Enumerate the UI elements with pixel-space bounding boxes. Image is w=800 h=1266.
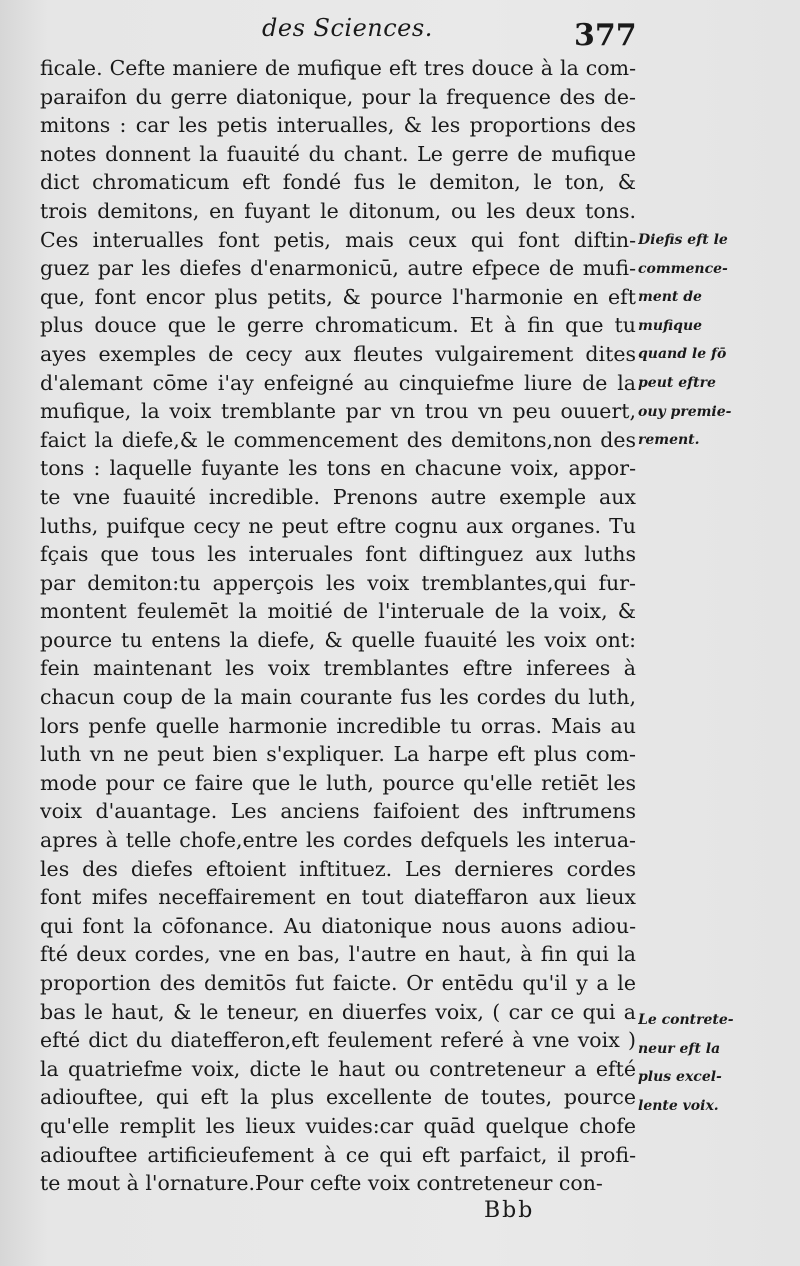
- text-line: luths, puifque cecy ne peut eftre cognu aux organes. Tu: [40, 513, 636, 538]
- text-line: faict la diefe,& le commencement des demitons,non des: [40, 427, 636, 452]
- margin-note-line: plus excel-: [638, 1069, 722, 1086]
- text-line: trois demitons, en fuyant le ditonum, ou les deux tons.: [40, 198, 636, 223]
- text-line: te vne fuauité incredible. Prenons autre exemple aux: [40, 484, 636, 509]
- text-line: ficale. Cefte maniere de mufique eft tres douce à la com-: [40, 56, 636, 80]
- margin-note-line: ment de: [638, 289, 702, 306]
- margin-note-line: peut eftre: [638, 374, 716, 391]
- margin-note-line: ouy premie-: [638, 403, 732, 420]
- text-line: efté dict du diatefferon,eft feulement referé à vne voix ): [40, 1028, 636, 1053]
- text-line: te mout à l'ornature.Pour cefte voix contreteneur con-: [40, 1171, 603, 1196]
- margin-note: [638, 1006, 788, 1120]
- body-text: [40, 54, 636, 1198]
- running-head: des Sciences.: [262, 14, 433, 42]
- text-line: pource tu entens la diefe, & quelle fuauité les voix ont:: [40, 627, 636, 652]
- text-line: les des diefes eftoient inftituez. Les dernieres cordes: [40, 856, 636, 881]
- text-line: voix d'auantage. Les anciens faifoient des inftrumens: [40, 799, 636, 824]
- text-line: font mifes neceffairement en tout diateffaron aux lieux: [40, 885, 636, 910]
- margin-note-line: lente voix.: [638, 1097, 719, 1114]
- text-line: qu'elle remplit les lieux vuides:car quād quelque chofe: [40, 1113, 636, 1138]
- margin-note-line: Le contrete-: [638, 1012, 734, 1028]
- text-line: guez par les diefes d'enarmonicū, autre efpece de mufi-: [40, 256, 636, 281]
- margin-note-line: quand le fō: [638, 346, 727, 363]
- margin-note-line: rement.: [638, 432, 700, 449]
- text-line: ayes exemples de cecy aux fleutes vulgairement dites: [40, 341, 636, 366]
- margin-note: [638, 226, 788, 455]
- text-line: tons : laquelle fuyante les tons en chacune voix, appor-: [40, 456, 636, 481]
- text-line: Ces interualles font petis, mais ceux qui font diftin-: [40, 227, 636, 252]
- margin-note-line: neur eft la: [638, 1040, 721, 1057]
- text-line: montent feulemēt la moitié de l'interuale de la voix, &: [40, 599, 636, 624]
- text-line: bas le haut, & le teneur, en diuerfes voix, ( car ce qui a: [40, 999, 636, 1024]
- signature-mark: Bbb: [484, 1198, 535, 1223]
- text-line: chacun coup de la main courante fus les cordes du luth,: [40, 685, 636, 710]
- text-line: mitons : car les petis interualles, & les proportions des: [40, 113, 636, 138]
- margin-note-line: Diefis eft le: [638, 232, 728, 248]
- margin-note-line: commence-: [638, 260, 728, 277]
- text-line: fein maintenant les voix tremblantes eftre inferees à: [40, 656, 636, 681]
- text-line: qui font la cōfonance. Au diatonique nous auons adiou-: [40, 913, 636, 938]
- text-line: notes donnent la fuauité du chant. Le gerre de mufique: [40, 141, 636, 166]
- margin-note-line: mufique: [638, 317, 703, 334]
- text-line: la quatriefme voix, dicte le haut ou contreteneur a efté: [40, 1056, 636, 1081]
- text-line: lors penfe quelle harmonie incredible tu orras. Mais au: [40, 713, 636, 738]
- text-line: plus douce que le gerre chromaticum. Et à fin que tu: [40, 313, 636, 338]
- text-line: proportion des demitōs fut faicte. Or entēdu qu'il y a le: [40, 971, 636, 995]
- text-line: dict chromaticum eft fondé fus le demiton, le ton, &: [40, 170, 636, 195]
- text-line: d'alemant cōme i'ay enfeigné au cinquiefme liure de la: [40, 370, 636, 395]
- text-line: apres à telle chofe,entre les cordes defquels les interua-: [40, 828, 636, 853]
- text-line: adiouftee artificieufement à ce qui eft parfaict, il profi-: [40, 1142, 636, 1167]
- text-line: luth vn ne peut bien s'expliquer. La harpe eft plus com-: [40, 742, 636, 767]
- text-line: par demiton:tu apperçois les voix tremblantes,qui fur-: [40, 570, 636, 595]
- text-line: fté deux cordes, vne en bas, l'autre en haut, à fin qui la: [40, 942, 636, 967]
- text-line: mode pour ce faire que le luth, pource qu'elle retiēt les: [40, 770, 636, 795]
- page-number: 377: [574, 18, 637, 53]
- text-line: mufique, la voix tremblante par vn trou vn peu ouuert,: [40, 399, 636, 424]
- text-line: adiouftee, qui eft la plus excellente de toutes, pource: [40, 1085, 636, 1110]
- text-line: fçais que tous les interuales font diftinguez aux luths: [40, 542, 636, 567]
- text-line: que, font encor plus petits, & pource l'harmonie en eft: [40, 284, 636, 309]
- text-line: paraifon du gerre diatonique, pour la frequence des de-: [40, 84, 636, 109]
